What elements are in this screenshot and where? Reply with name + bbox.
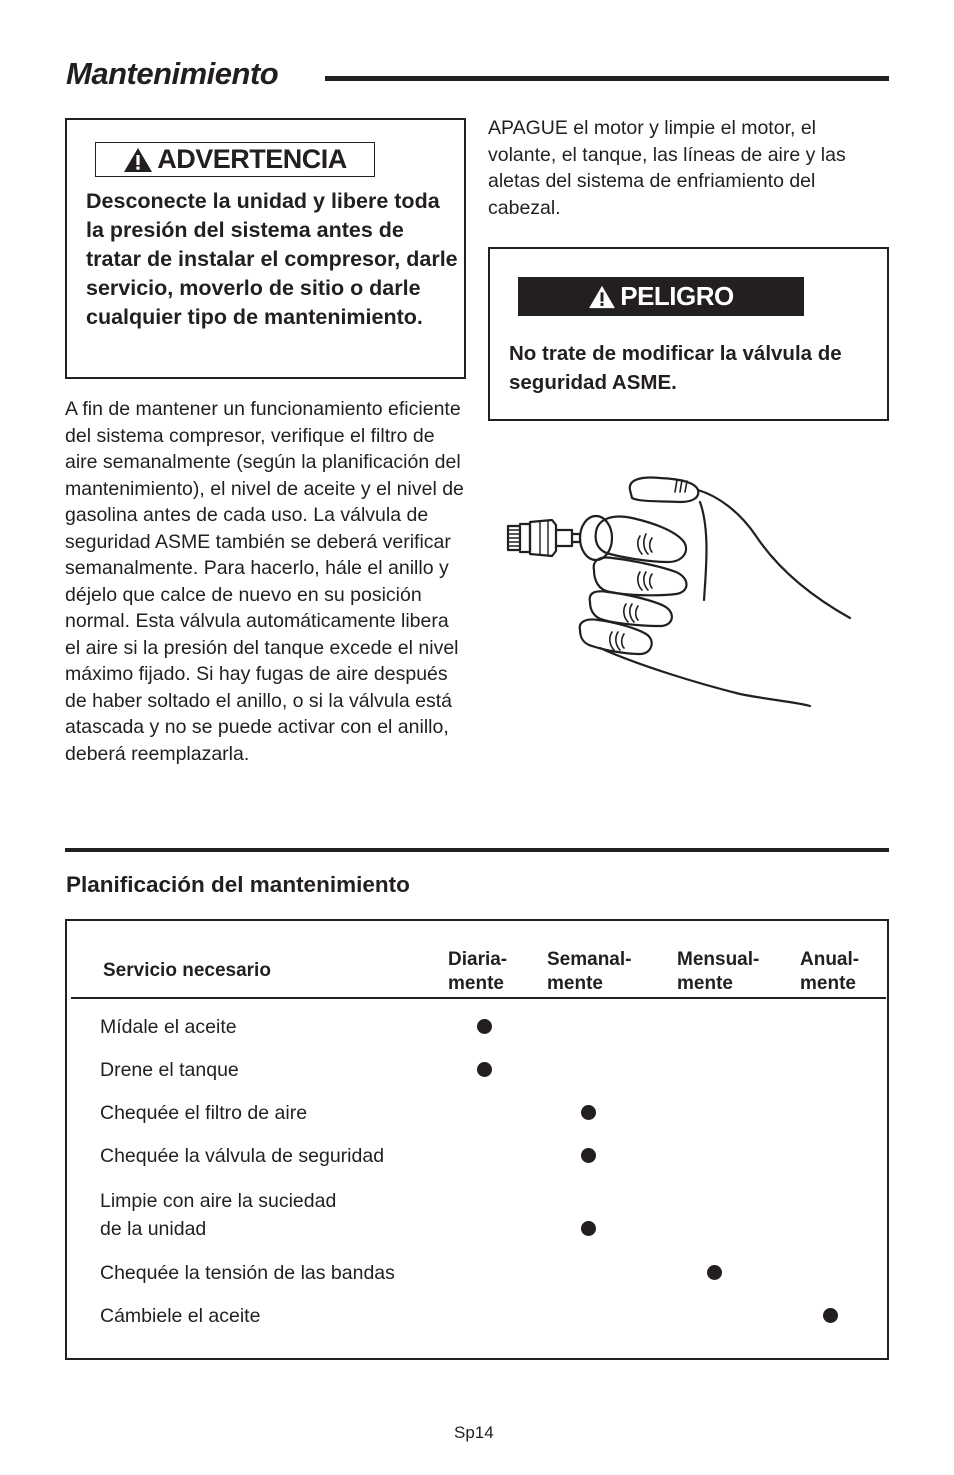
schedule-dot (581, 1221, 596, 1236)
page-title: Mantenimiento (66, 56, 279, 91)
schedule-dot (477, 1062, 492, 1077)
table-row-label: Drene el tanque (100, 1059, 239, 1081)
shutdown-paragraph: APAGUE el motor y limpie el motor, el volante, el tanque, las líneas de aire y las aletas del sistema de enfriamiento del cabezal. (488, 117, 846, 219)
warning-triangle-icon (123, 147, 153, 173)
page-number: Sp14 (454, 1423, 494, 1442)
maintenance-paragraph: A fin de mantener un funcionamiento eficiente del sistema compresor, verifique el filtro de aire semanalmente (según la planificación del mantenimiento), el nivel de aceite y el nivel de gasolina antes de cada uso. La válvula de seguridad ASME también se deberá verificar semanalmente. Para hacerlo, hále el anillo y déjelo que calce de nuevo en su posición normal. Esta válvula automáticamente libera el aire si la presión del tanque excede el nivel máximo fijado. Si hay fugas de aire después de haber soltado el anillo, o si la válvula está atascada y no se puede activar con el anillo, deberá reemplazarla. (65, 398, 464, 765)
column-header-monthly: Mensual- mente (677, 949, 760, 994)
column-header-service: Servicio necesario (103, 960, 271, 981)
table-row-label: Mídale el aceite (100, 1016, 237, 1038)
danger-box (488, 247, 889, 421)
warning-text: Desconecte la unidad y libere toda la presión del sistema antes de tratar de instalar el compresor, darle servicio, moverlo de sitio o darle cualquier tipo de mantenimiento. (86, 189, 458, 329)
schedule-dot (477, 1019, 492, 1034)
danger-triangle-icon (588, 285, 616, 309)
section-rule (65, 848, 889, 852)
warning-signal-word: ADVERTENCIA (157, 144, 347, 174)
title-rule (325, 76, 889, 81)
schedule-dot (707, 1265, 722, 1280)
table-row-label: Cámbiele el aceite (100, 1305, 261, 1327)
column-header-yearly: Anual- mente (800, 949, 860, 994)
table-row-label: Chequée la tensión de las bandas (100, 1262, 395, 1284)
danger-signal-label (518, 277, 804, 316)
table-row-label: Chequée la válvula de seguridad (100, 1145, 385, 1167)
maintenance-schedule-table (65, 919, 889, 1360)
table-row-label: Limpie con aire la suciedad de la unidad (100, 1190, 337, 1240)
schedule-dot (823, 1308, 838, 1323)
danger-signal-word: PELIGRO (620, 281, 734, 311)
column-header-weekly: Semanal- mente (547, 949, 632, 994)
danger-text: No trate de modificar la válvula de seguridad ASME. (509, 342, 842, 394)
warning-box (65, 118, 466, 379)
column-header-daily: Diaria- mente (448, 949, 508, 994)
table-row-label: Chequée el filtro de aire (100, 1102, 308, 1124)
table-header-rule (71, 997, 886, 999)
hand-pulling-safety-valve-ring-icon (500, 470, 870, 720)
schedule-dot (581, 1148, 596, 1163)
schedule-dot (581, 1105, 596, 1120)
schedule-title: Planificación del mantenimiento (66, 872, 410, 897)
warning-signal-label (95, 142, 375, 177)
